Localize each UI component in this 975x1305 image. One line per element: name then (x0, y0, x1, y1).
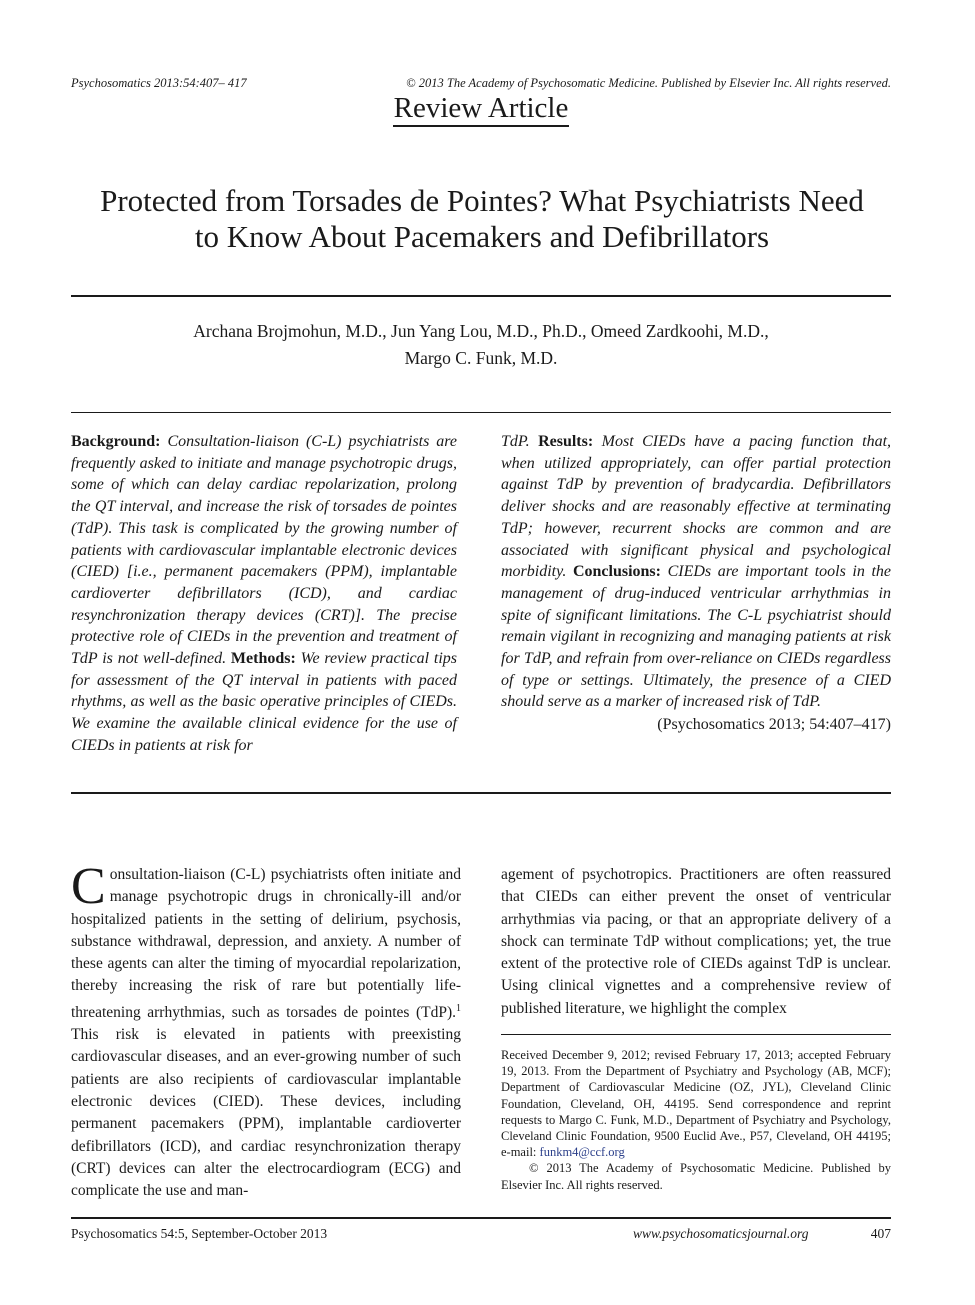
abstract-bottom-divider (71, 792, 891, 794)
article-type (0, 92, 962, 125)
title-divider (71, 295, 891, 297)
running-header-citation: Psychosomatics 2013:54:407– 417 (71, 76, 247, 90)
author-list (71, 318, 891, 372)
body-text-part-1: onsultation-liaison (C-L) psychiatrists often initiate and manage psychotropic drugs in chronically-ill and/or hospitalized patients in the setting of delirium, psychosis, substance withdrawal, depression, and anxiety. A number of these agents can alter the timing of myocardial repolarization, thereby increasing the risk of rare but potentially life-threatening arrhythmias, such as torsades de pointes (TdP). (71, 866, 461, 1021)
abstract-left-column (71, 431, 457, 757)
methods-label: Methods: (230, 650, 296, 668)
abstract-top-divider (71, 412, 891, 413)
results-text: Most CIEDs have a pacing function that, when utilized appropriately, can offer partial protection against TdP by prevention of bradycardia. Defibrillators deliver shocks and are reasonably effective at terminating TdP; however, recurrent shocks are common and are associated with significant physical and psychological morbidity. (501, 433, 892, 581)
methods-text: We review practical tips for assessment of the QT interval in patients with paced rhythms, as well as the basic operative principles of CIEDs. We examine the available clinical evidence for the use of CIEDs in patients at risk for (71, 650, 458, 754)
background-text: Consultation-liaison (C-L) psychiatrists are frequently asked to initiate and manage psychotropic drugs, some of which can delay cardiac repolarization, prolong the QT interval, and increase the risk of torsades de pointes (TdP). This task is complicated by the growing number of patients with cardiovascular implantable electronic devices (CIED) [i.e., permanent pacemakers (PPM), implantable cardioverter defibrillators (ICD), and cardiac resynchronization therapy devices (CRT)]. The precise protective role of CIEDs in the prevention and treatment of TdP is not well-defined. (71, 433, 458, 668)
footer-journal-url[interactable]: www.psychosomaticsjournal.org (633, 1226, 809, 1241)
article-type-label: Review Article (393, 92, 570, 127)
footer-issue: Psychosomatics 54:5, September-October 2013 (71, 1226, 328, 1241)
results-label: Results: (538, 433, 594, 450)
background-label: Background: (71, 433, 161, 450)
title-line-1: Protected from Torsades de Pointes? What Psychiatrists Need (100, 183, 864, 218)
article-footnote (501, 1047, 891, 1193)
title-line-2: to Know About Pacemakers and Defibrillators (194, 219, 770, 254)
page-number: 407 (870, 1226, 891, 1241)
received-text: Received December 9, 2012; revised February 17, 2013; accepted February 19, 2013. From the Department of Psychiatry and Psychology (AB, MCF); Department of Cardiovascular Medicine (OZ, JYL), Cleveland Clinic Foundation, Cleveland, OH, 44195. Send correspondence and reprint requests to Margo C. Funk, M.D., Department of Psychiatry and Psychology, Cleveland Clinic Foundation, 9500 Euclid Ave., P57, Cleveland, OH 44195; e-mail: (501, 1048, 891, 1160)
correspondence-email-link[interactable]: funkm4@ccf.org (539, 1145, 625, 1160)
body-right-column (501, 864, 891, 1020)
body-left-column (71, 858, 461, 1202)
authors-line-2: Margo C. Funk, M.D. (404, 348, 558, 368)
body-text-part-2: This risk is elevated in patients with preexisting cardiovascular diseases, and an ever-growing number of such patients are also recipients of cardiovascular implantable electronic devices (CIED). These devices, including permanent pacemakers (PPM), implantable cardioverter defibrillators (ICD), and cardiac resynchronization therapy (CRT) devices can alter the electrocardiogram (ECG) and complicate the use and man- (71, 1026, 461, 1200)
footer-divider (71, 1217, 891, 1219)
footnote-divider (501, 1034, 891, 1035)
abstract-citation: (Psychosomatics 2013; 54:407–417) (657, 716, 891, 734)
conclusions-text: CIEDs are important tools in the management of drug-induced ventricular arrhythmias in spite of significant limitations. The C-L psychiatrist should remain vigilant in recognizing and managing patients at risk for TdP, and refrain from over-reliance on CIEDs regardless of type or settings. Ultimately, the presence of a CIED should serve as a marker of increased risk of TdP. (501, 563, 892, 711)
abstract-right-column (501, 431, 891, 736)
received-info (501, 1047, 891, 1160)
conclusions-label: Conclusions: (572, 563, 661, 581)
article-title (60, 183, 904, 255)
reference-1-link[interactable]: 1 (456, 1002, 461, 1014)
body-text-right: agement of psychotropics. Practitioners are often reassured that CIEDs can either prevent the onset of ventricular arrhythmias via pacing, or that an appropriate delivery of a shock can terminate TdP without complications; yet, the true extent of the protective role of CIEDs against TdP is unclear. Using clinical vignettes and a comprehensive review of published literature, we highlight the complex (501, 866, 891, 1017)
methods-text-continued: TdP. (501, 433, 530, 450)
footnote-copyright: © 2013 The Academy of Psychosomatic Medicine. Published by Elsevier Inc. All rights reserved. (501, 1161, 891, 1192)
authors-line-1: Archana Brojmohun, M.D., Jun Yang Lou, M.D., Ph.D., Omeed Zardkoohi, M.D., (193, 321, 769, 341)
drop-cap: C (71, 858, 106, 915)
running-header-copyright: © 2013 The Academy of Psychosomatic Medicine. Published by Elsevier Inc. All rights reserved. (406, 76, 891, 90)
